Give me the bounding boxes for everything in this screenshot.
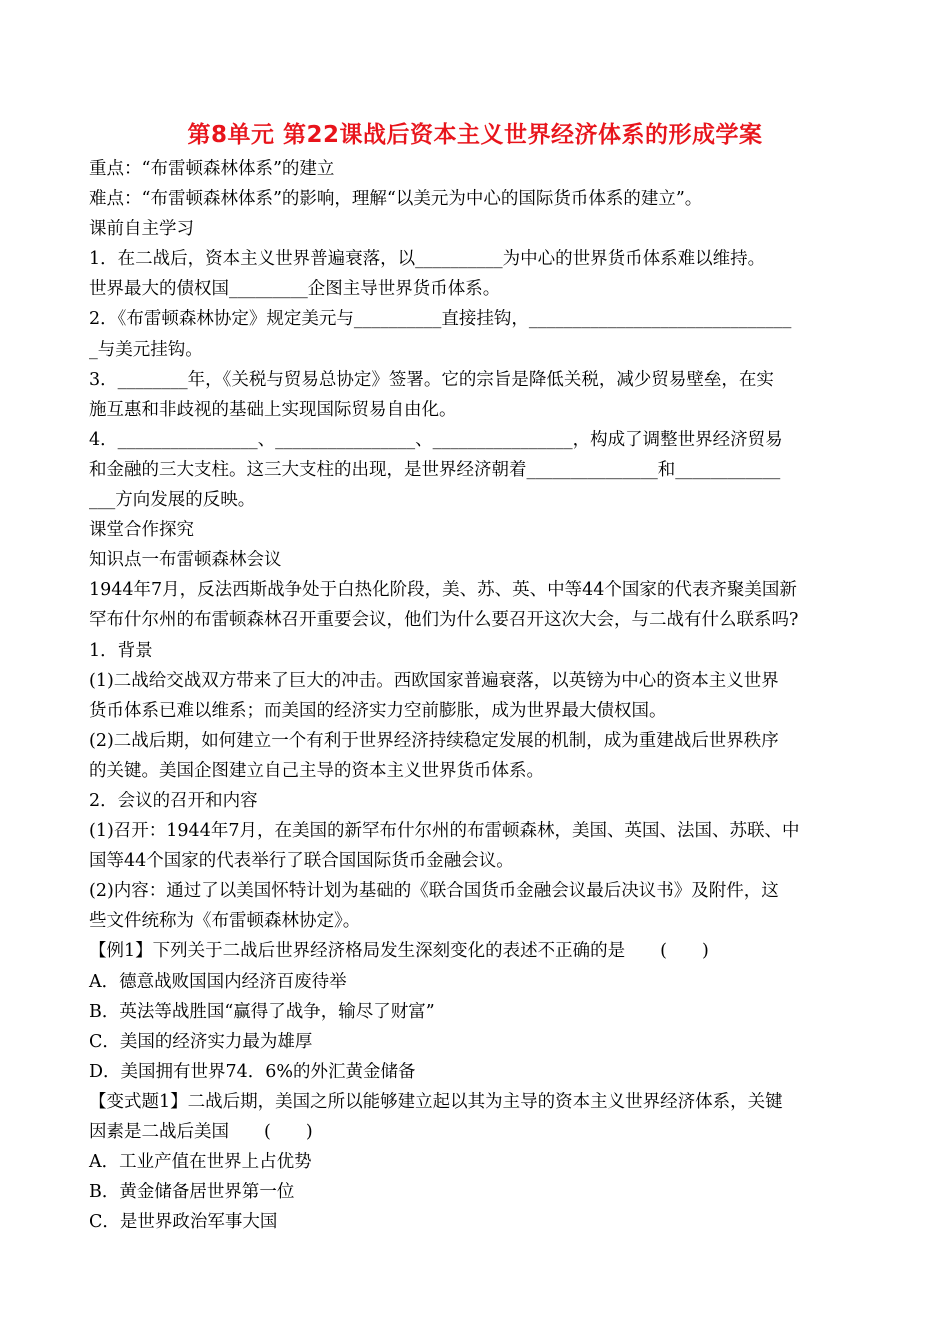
- meeting-convening-line-1: (1)召开：1944年7月，在美国的新罕布什尔州的布雷顿森林，美国、英国、法国、苏联、中: [89, 821, 800, 842]
- intro-paragraph-line-2: 罕布什尔州的布雷顿森林召开重要会议，他们为什么要召开这次大会，与二战有什么联系吗?: [89, 610, 799, 631]
- page-title: 第8单元 第22课战后资本主义世界经济体系的形成学案: [187, 122, 763, 148]
- example-1-option-b: B．英法等战胜国“赢得了战争，输尽了财富”: [89, 1001, 435, 1022]
- meeting-convening-line-2: 国等44个国家的代表举行了联合国国际货币金融会议。: [89, 851, 514, 872]
- question-1-line-2: 世界最大的债权国_________企图主导世界货币体系。: [89, 279, 501, 300]
- knowledge-point-heading: 知识点一布雷顿森林会议: [89, 550, 282, 571]
- key-point-line: 重点：“布雷顿森林体系”的建立: [89, 159, 335, 179]
- intro-paragraph-line-1: 1944年7月，反法西斯战争处于白热化阶段，美、苏、英、中等44个国家的代表齐聚美国新: [89, 580, 797, 601]
- question-4-line-1: 4．________________、________________、________________，构成了调整世界经济贸易: [89, 429, 783, 450]
- question-2-line-1: 2．《布雷顿森林协定》规定美元与__________直接挂钩，______________________________: [89, 309, 792, 330]
- background-2-line-1: (2)二战后期，如何建立一个有利于世界经济持续稳定发展的机制，成为重建战后世界秩序: [89, 730, 779, 751]
- variant-1-question-line-1: 【变式题1】二战后期，美国之所以能够建立起以其为主导的资本主义世界经济体系，关键: [89, 1091, 783, 1112]
- meeting-content-line-1: (2)内容：通过了以美国怀特计划为基础的《联合国货币金融会议最后决议书》及附件，这: [89, 881, 779, 902]
- example-1-option-d: D．美国拥有世界74．6%的外汇黄金储备: [89, 1061, 416, 1082]
- difficult-point-line: 难点：“布雷顿森林体系”的影响，理解“以美元为中心的国际货币体系的建立”。: [89, 189, 703, 210]
- variant-1-question-line-2: 因素是二战后美国 ( ): [89, 1122, 313, 1142]
- background-1-line-2: 货币体系已难以维系；而美国的经济实力空前膨胀，成为世界最大债权国。: [89, 700, 667, 721]
- question-3-line-2: 施互惠和非歧视的基础上实现国际贸易自由化。: [89, 399, 457, 420]
- variant-1-option-b: B．黄金储备居世界第一位: [89, 1182, 295, 1203]
- question-4-line-3: ___方向发展的反映。: [89, 490, 256, 511]
- question-2-line-2: _与美元挂钩。: [89, 339, 203, 360]
- meeting-heading: 2．会议的召开和内容: [89, 790, 258, 811]
- background-heading: 1．背景: [89, 640, 153, 661]
- example-1-option-a: A．德意战败国国内经济百废待举: [89, 971, 347, 992]
- variant-1-option-c: C．是世界政治军事大国: [89, 1212, 278, 1233]
- question-1-line-1: 1．在二战后，资本主义世界普遍衰落，以__________为中心的世界货币体系难以维持。: [89, 249, 766, 270]
- background-2-line-2: 的关键。美国企图建立自己主导的资本主义世界货币体系。: [89, 760, 544, 781]
- example-1-question: 【例1】下列关于二战后世界经济格局发生深刻变化的表述不正确的是 ( ): [89, 941, 709, 962]
- section-heading-cooperation: 课堂合作探究: [89, 520, 194, 541]
- meeting-content-line-2: 些文件统称为《布雷顿森林协定》。: [89, 911, 361, 932]
- example-1-option-c: C．美国的经济实力最为雄厚: [89, 1031, 313, 1052]
- question-4-line-2: 和金融的三大支柱。这三大支柱的出现，是世界经济朝着_______________和____________: [89, 459, 781, 480]
- document-body: [89, 154, 861, 1237]
- background-1-line-1: (1)二战给交战双方带来了巨大的冲击。西欧国家普遍衰落，以英镑为中心的资本主义世界: [89, 670, 779, 691]
- question-3-line-1: 3．________年，《关税与贸易总协定》签署。它的宗旨是降低关税，减少贸易壁垒，在实: [89, 369, 774, 390]
- section-heading-self-study: 课前自主学习: [89, 219, 194, 240]
- variant-1-option-a: A．工业产值在世界上占优势: [89, 1152, 312, 1173]
